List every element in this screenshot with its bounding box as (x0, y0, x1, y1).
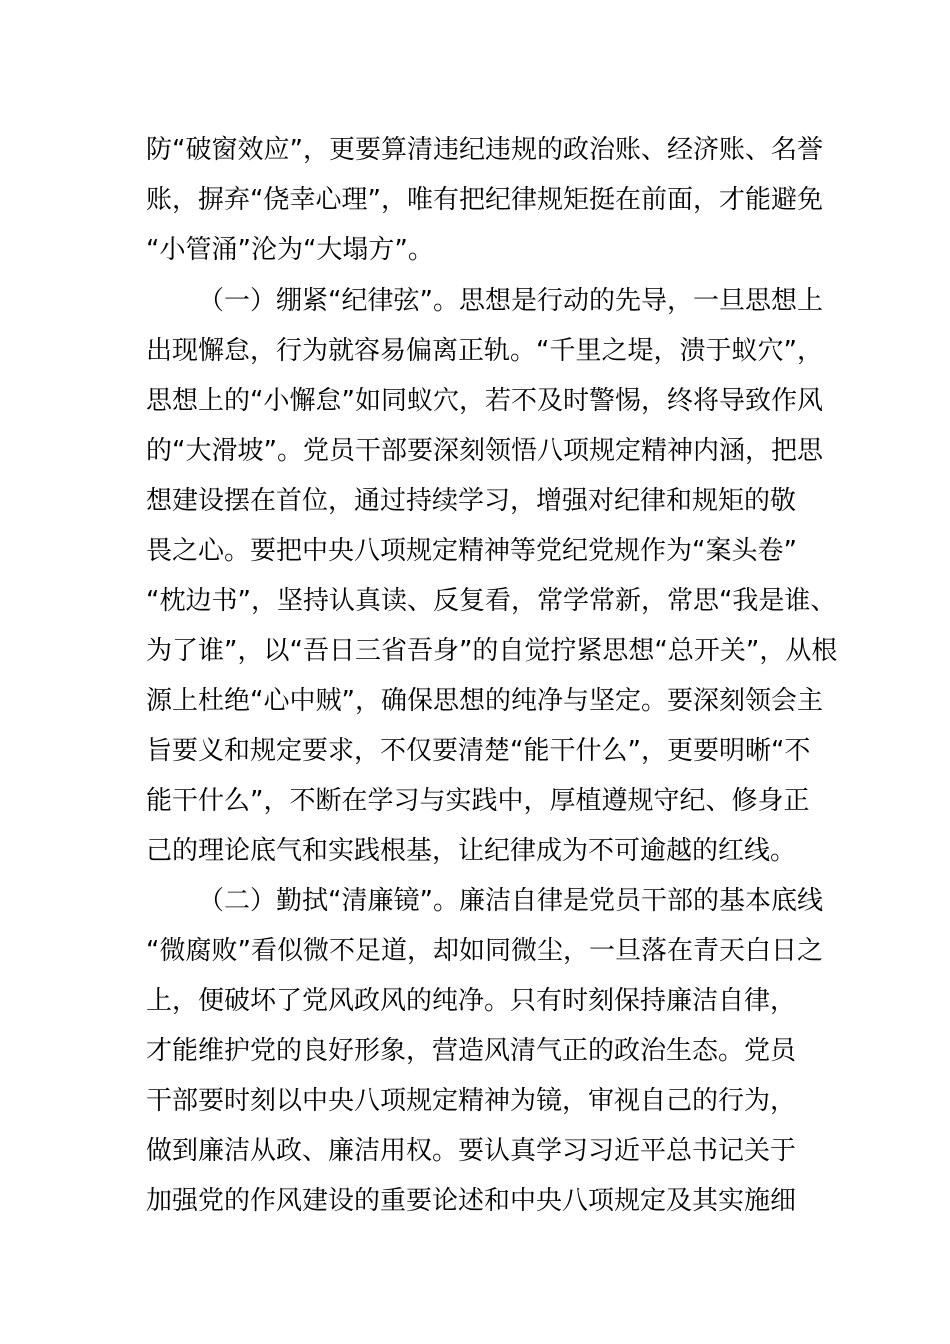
text-line: 旨要义和规定要求，不仅要清楚“能干什么”，更要明晰“不 (146, 736, 811, 766)
text-line: 能干什么”，不断在学习与实践中，厚植遵规守纪、修身正 (146, 786, 810, 816)
text-line: 出现懈怠，行为就容易偏离正轨。“千里之堤，溃于蚁穴”， (146, 336, 823, 366)
text-line: 加强党的作风建设的重要论述和中央八项规定及其实施细 (146, 1186, 797, 1216)
section-heading-line: （一）绷紧“纪律弦”。思想是行动的先导，一旦思想上 (198, 286, 823, 316)
text-line: 账，摒弃“侥幸心理”，唯有把纪律规矩挺在前面，才能避免 (146, 185, 823, 215)
text-line: “微腐败”看似微不足道，却如同微尘，一旦落在青天白日之 (146, 936, 823, 966)
text-line: 己的理论底气和实践根基，让纪律成为不可逾越的红线。 (146, 836, 797, 866)
text-line: 才能维护党的良好形象，营造风清气正的政治生态。党员 (146, 1036, 797, 1066)
text-line: 做到廉洁从政、廉洁用权。要认真学习习近平总书记关于 (146, 1136, 797, 1166)
text-line: 想建设摆在首位，通过持续学习，增强对纪律和规矩的敬 (146, 486, 797, 516)
text-line: “枕边书”，坚持认真读、反复看，常学常新，常思“我是谁、 (146, 586, 837, 616)
section-heading-line: （二）勤拭“清廉镜”。廉洁自律是党员干部的基本底线 (198, 886, 823, 916)
text-line: 源上杜绝“心中贼”，确保思想的纯净与坚定。要深刻领会主 (146, 686, 823, 716)
text-line: “小管涌”沦为“大塌方”。 (146, 235, 434, 265)
text-line: 防“破窗效应”，更要算清违纪违规的政治账、经济账、名誉 (146, 135, 823, 165)
text-line: 上，便破坏了党风政风的纯净。只有时刻保持廉洁自律， (146, 986, 797, 1016)
text-line: 的“大滑坡”。党员干部要深刻领悟八项规定精神内涵，把思 (146, 436, 823, 466)
text-line: 干部要时刻以中央八项规定精神为镜，审视自己的行为， (146, 1086, 797, 1116)
text-line: 为了谁”，以“吾日三省吾身”的自觉拧紧思想“总开关”，从根 (146, 636, 838, 666)
text-line: 畏之心。要把中央八项规定精神等党纪党规作为“案头卷” (146, 536, 797, 566)
text-line: 思想上的“小懈怠”如同蚁穴，若不及时警惕，终将导致作风 (146, 386, 823, 416)
